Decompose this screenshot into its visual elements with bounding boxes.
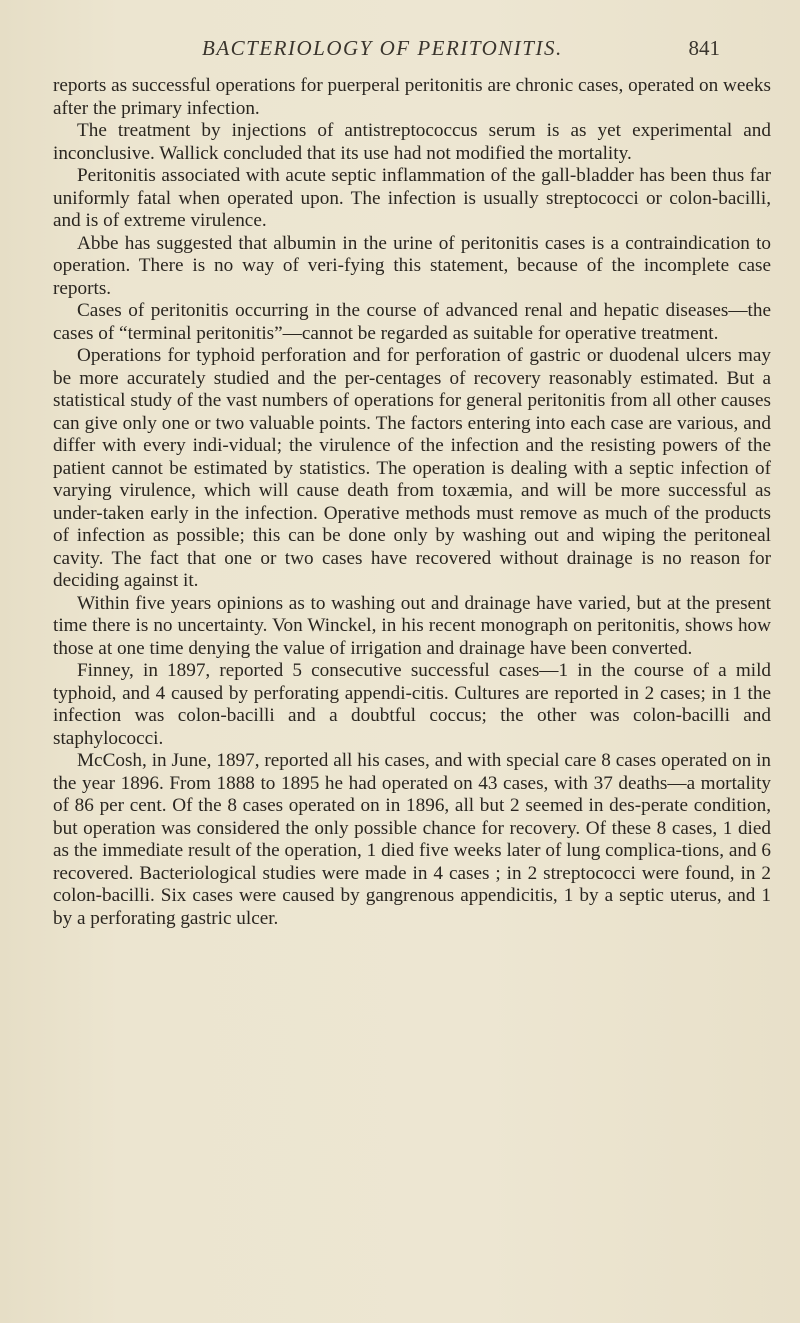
paragraph-mccosh: McCosh, in June, 1897, reported all his cases, and with special care 8 cases operated on in the year 1896. From 1888 to 1895 he had operated on 43 cases, with 37 deaths—a mortality of 86 per cent. Of the 8 cases operated on in 1896, all but 2 seemed in des-perate condition, but operation was considered the only possible chance for recovery. Of these 8 cases, 1 died as the immediate result of the operation, 1 died five weeks later of lung complica-tions, and 6 recovered. Bacteriological studies were made in 4 cases ; in 2 streptococci were found, in 2 colon-bacilli. Six cases were caused by gangrenous appendicitis, 1 by a septic uterus, and 1 by a perforating gastric ulcer. xyxy=(53,750,771,929)
paragraph-gall-bladder: Peritonitis associated with acute septic inflammation of the gall-bladder has been thus far uniformly fatal when operated upon. The infection is usually streptococci or colon-bacilli, and is of extreme virulence. xyxy=(53,165,771,231)
paragraph-finney: Finney, in 1897, reported 5 consecutive successful cases—1 in the course of a mild typhoid, and 4 caused by perforating appendi-citis. Cultures are reported in 2 cases; in 1 the infection was colon-bacilli and a doubtful coccus; the other was colon-bacilli and staphylococci. xyxy=(53,660,771,749)
paragraph-terminal-peritonitis: Cases of peritonitis occurring in the course of advanced renal and hepatic diseases—the cases of “terminal peritonitis”—cannot be regarded as suitable for operative treatment. xyxy=(53,300,771,344)
body-text xyxy=(53,75,771,930)
paragraph-washing-drainage: Within five years opinions as to washing out and drainage have varied, but at the present time there is no uncertainty. Von Winckel, in his recent monograph on peritonitis, shows how those at one time denying the value of irrigation and drainage have been converted. xyxy=(53,592,771,659)
paragraph-typhoid-perforation: Operations for typhoid perforation and for perforation of gastric or duodenal ulcers may be more accurately studied and the per-centages of recovery reasonably estimated. But a statistical study of the vast numbers of operations for general peritonitis from all other causes can give only one or two valuable points. The factors entering into each case are various, and differ with every indi-vidual; the virulence of the infection and the resisting powers of the patient cannot be estimated by statistics. The operation is dealing with a septic infection of varying virulence, which will cause death from toxæmia, and will be more successful as under-taken early in the infection. Operative methods must remove as much of the products of infection as possible; this can be done only by washing out and wiping the peritoneal cavity. The fact that one or two cases have recovered without drainage is no reason for deciding against it. xyxy=(53,345,771,591)
page-number: 841 xyxy=(688,36,720,60)
paragraph-albumin: Abbe has suggested that albumin in the urine of peritonitis cases is a contraindication to operation. There is no way of veri-fying this statement, because of the incomplete case reports. xyxy=(53,232,771,299)
paragraph-continuation: reports as successful operations for puerperal peritonitis are chronic cases, operated on weeks after the primary infection. xyxy=(53,75,771,119)
paragraph-serum-treatment: The treatment by injections of antistreptococcus serum is as yet experimental and inconclusive. Wallick concluded that its use had not modified the mortality. xyxy=(53,120,771,164)
running-title: BACTERIOLOGY OF PERITONITIS. xyxy=(202,36,563,60)
running-head xyxy=(90,36,720,66)
